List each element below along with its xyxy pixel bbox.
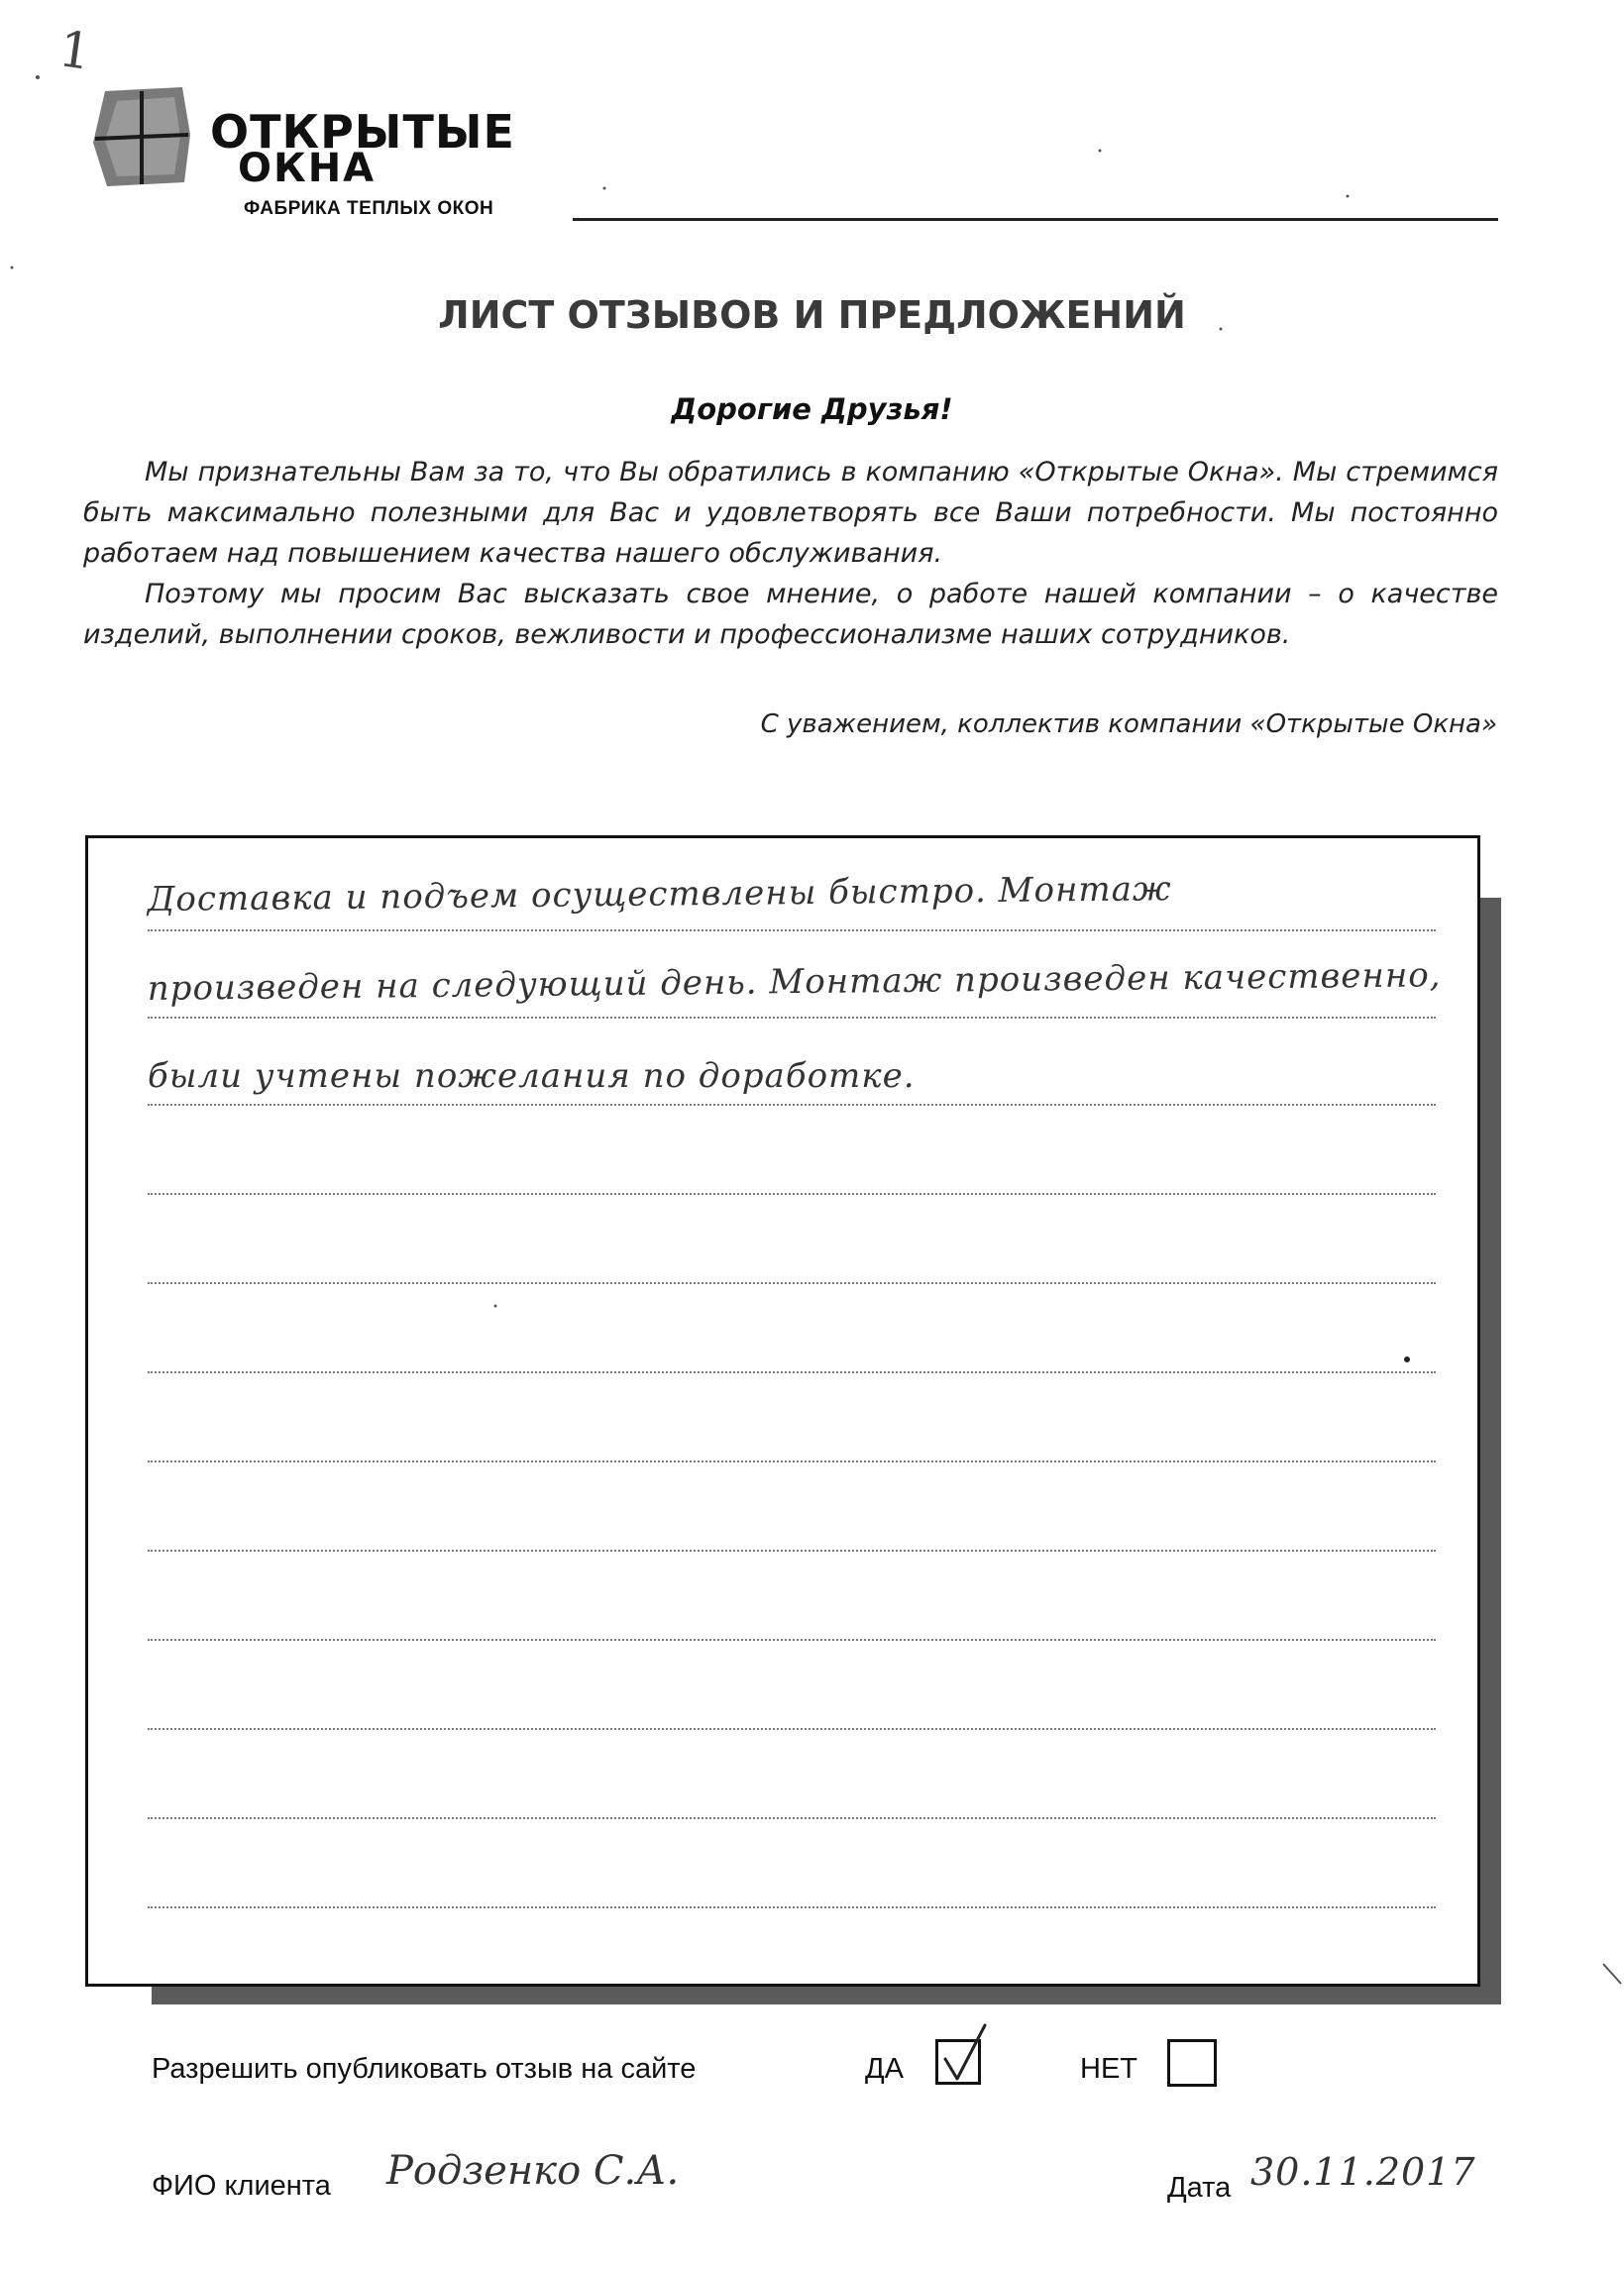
ruled-line [148,1817,1436,1819]
window-cross-logo-icon [87,83,196,190]
page-number-handwritten: 1 [55,20,95,81]
brand-name-line2: ОКНА [238,146,377,191]
date-label: Дата [1167,2172,1232,2204]
checkmark-icon [935,2021,995,2087]
feedback-line-3: были учтены пожелания по доработке. [148,1056,916,1096]
client-name-label: ФИО клиента [152,2170,331,2202]
intro-text [83,452,1498,655]
consent-no-label: НЕТ [1080,2053,1137,2085]
consent-label: Разрешить опубликовать отзыв на сайте [152,2053,697,2085]
brand-tagline: ФАБРИКА ТЕПЛЫХ ОКОН [244,198,494,219]
intro-paragraph-2: Поэтому мы просим Вас высказать свое мнение, о работе нашей компании – о качестве изделий, выполнении сроков, вежливости и профессионализме наших сотрудников. [83,579,1498,650]
date-handwritten[interactable]: 30.11.2017 [1250,2150,1476,2194]
feedback-line-2: произведен на следующий день. Монтаж произведен качественно, [147,955,1442,1009]
consent-yes-label: ДА [865,2053,904,2085]
ruled-line [148,1193,1436,1195]
ruled-line [148,1550,1436,1552]
ruled-line [148,1104,1436,1106]
feedback-line-1: Доставка и подъем осуществлены быстро. Монтаж [147,869,1172,920]
greeting: Дорогие Друзья! [671,392,953,426]
ruled-line [148,929,1436,931]
client-name-handwritten[interactable]: Родзенко С.А. [386,2148,680,2194]
signoff: С уважением, коллектив компании «Открытые Окна» [760,709,1497,739]
ruled-line [148,1461,1436,1462]
ruled-line [148,1371,1436,1373]
header-rule [573,218,1498,221]
document-title: ЛИСТ ОТЗЫВОВ И ПРЕДЛОЖЕНИЙ [438,293,1186,337]
intro-paragraph-1: Мы признательны Вам за то, что Вы обратились в компанию «Открытые Окна». Мы стремимся быть максимально полезными для Вас и удовлетворять все Ваши потребности. Мы постоянно работаем над повышением качества нашего обслуживания. [83,457,1498,569]
ruled-line [148,1639,1436,1641]
ruled-line [148,1728,1436,1730]
brand-name-line1: ОТКРЫТЫЕ [210,105,515,159]
ruled-line [148,1017,1436,1019]
ruled-line [148,1282,1436,1284]
feedback-box[interactable] [85,835,1480,1987]
consent-no-checkbox[interactable] [1167,2039,1217,2087]
ruled-line [148,1906,1436,1908]
